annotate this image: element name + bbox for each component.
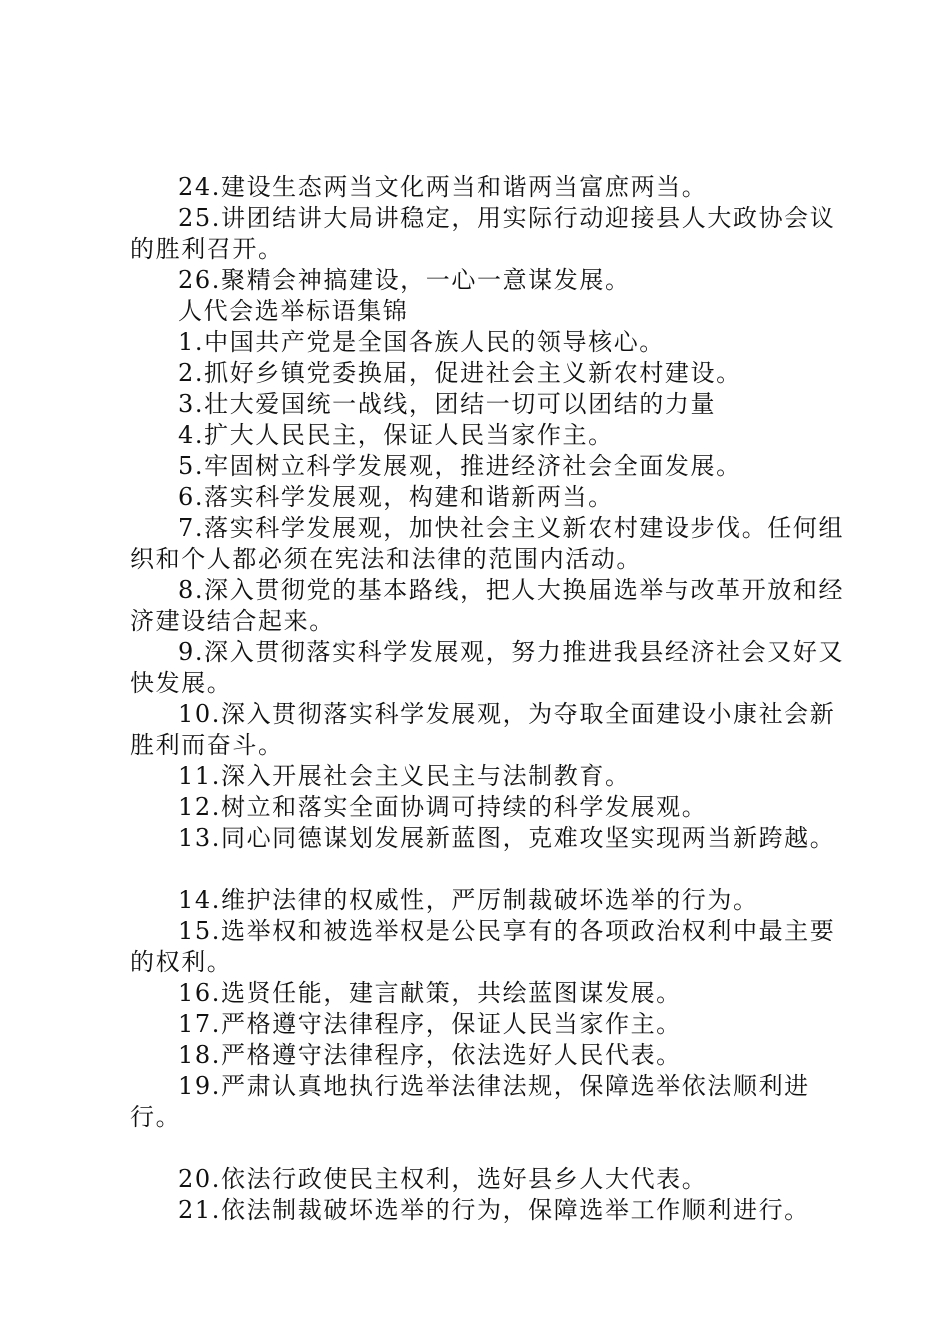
paragraph-17: 17.严格遵守法律程序，保证人民当家作主。 bbox=[178, 1010, 682, 1038]
paragraph-6: 6.落实科学发展观，构建和谐新两当。 bbox=[178, 483, 614, 511]
paragraph-16: 16.选贤任能，建言献策，共绘蓝图谋发展。 bbox=[178, 979, 682, 1007]
paragraph-7: 7.落实科学发展观，加快社会主义新农村建设步伐。任何组织和个人都必须在宪法和法律的范围内活动。 bbox=[130, 514, 845, 573]
paragraph-3: 3.壮大爱国统一战线，团结一切可以团结的力量 bbox=[178, 390, 717, 418]
paragraph-14: 14.维护法律的权威性，严厉制裁破坏选举的行为。 bbox=[178, 886, 759, 914]
paragraph-2: 2.抓好乡镇党委换届，促进社会主义新农村建设。 bbox=[178, 359, 742, 387]
paragraph-19: 19.严肃认真地执行选举法律法规，保障选举依法顺利进行。 bbox=[130, 1072, 810, 1131]
blank-line bbox=[130, 1133, 850, 1164]
paragraph-12: 12.树立和落实全面协调可持续的科学发展观。 bbox=[178, 793, 708, 821]
paragraph-25: 25.讲团结讲大局讲稳定，用实际行动迎接县人大政协会议的胜利召开。 bbox=[130, 204, 836, 263]
paragraph-21: 21.依法制裁破坏选举的行为，保障选举工作顺利进行。 bbox=[178, 1196, 810, 1224]
paragraph-11: 11.深入开展社会主义民主与法制教育。 bbox=[178, 762, 631, 790]
paragraph-9: 9.深入贯彻落实科学发展观，努力推进我县经济社会又好又快发展。 bbox=[130, 638, 845, 697]
document-body bbox=[130, 172, 850, 1226]
paragraph-15: 15.选举权和被选举权是公民享有的各项政治权利中最主要的权利。 bbox=[130, 917, 836, 976]
paragraph-1: 1.中国共产党是全国各族人民的领导核心。 bbox=[178, 328, 665, 356]
paragraph-8: 8.深入贯彻党的基本路线，把人大换届选举与改革开放和经济建设结合起来。 bbox=[130, 576, 845, 635]
section-heading: 人代会选举标语集锦 bbox=[178, 297, 409, 325]
paragraph-24: 24.建设生态两当文化两当和谐两当富庶两当。 bbox=[178, 173, 708, 201]
paragraph-26: 26.聚精会神搞建设，一心一意谋发展。 bbox=[178, 266, 631, 294]
paragraph-10: 10.深入贯彻落实科学发展观，为夺取全面建设小康社会新胜利而奋斗。 bbox=[130, 700, 836, 759]
paragraph-5: 5.牢固树立科学发展观，推进经济社会全面发展。 bbox=[178, 452, 742, 480]
paragraph-20: 20.依法行政使民主权利，选好县乡人大代表。 bbox=[178, 1165, 708, 1193]
paragraph-4: 4.扩大人民民主，保证人民当家作主。 bbox=[178, 421, 614, 449]
paragraph-13: 13.同心同德谋划发展新蓝图，克难攻坚实现两当新跨越。 bbox=[178, 824, 836, 852]
paragraph-18: 18.严格遵守法律程序，依法选好人民代表。 bbox=[178, 1041, 682, 1069]
blank-line bbox=[130, 854, 850, 885]
